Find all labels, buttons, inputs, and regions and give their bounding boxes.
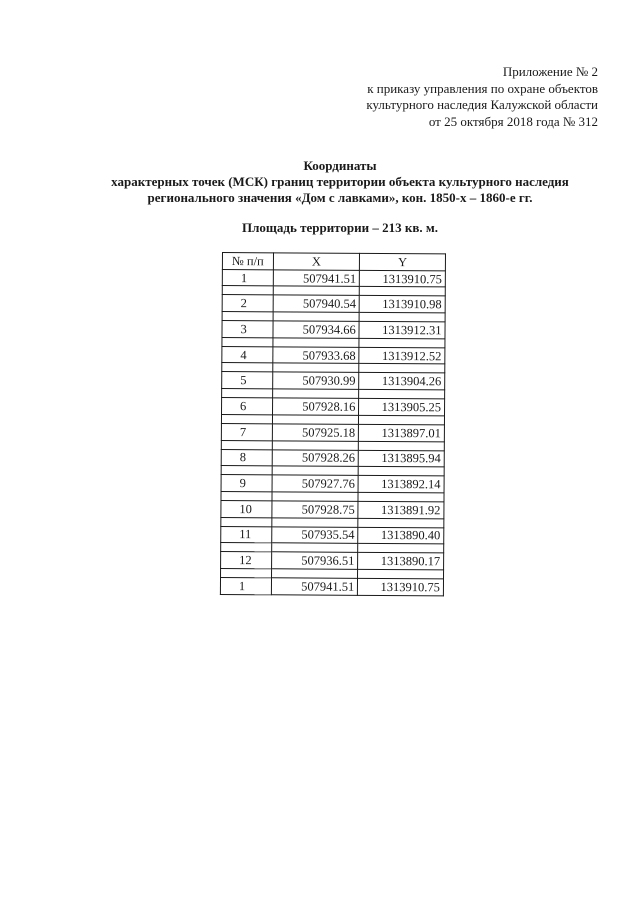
y-coordinate-cell: 1313912.31 [359, 321, 445, 338]
x-coordinate-cell: 507930.99 [272, 372, 359, 389]
table-row [221, 552, 444, 570]
table-row [222, 295, 445, 313]
table-body [220, 269, 445, 595]
table-row [221, 449, 444, 467]
empty-cell [221, 543, 272, 552]
x-coordinate-cell: 507936.51 [271, 552, 358, 569]
y-coordinate-cell: 1313912.52 [359, 347, 445, 364]
table-row [221, 423, 444, 441]
table-header-row [222, 253, 445, 271]
empty-cell [221, 440, 272, 449]
point-number-cell: 2 [222, 295, 273, 312]
column-header: № п/п [222, 253, 273, 270]
empty-cell [221, 491, 272, 500]
empty-cell [221, 568, 272, 577]
coordinates-table [220, 252, 446, 596]
appendix-line: от 25 октября 2018 года № 312 [428, 113, 598, 129]
appendix-line: Приложение № 2 [502, 64, 598, 79]
point-number-cell: 11 [221, 526, 272, 543]
table-row [222, 269, 445, 287]
point-number-cell: 9 [221, 475, 272, 492]
point-number-cell: 12 [221, 552, 272, 569]
appendix-line: культурного наследия Калужской области [366, 97, 598, 112]
table-row [222, 346, 445, 364]
y-coordinate-cell: 1313892.14 [358, 476, 444, 493]
empty-cell [221, 517, 272, 526]
x-coordinate-cell: 507928.26 [272, 449, 359, 466]
appendix-header [268, 64, 598, 130]
x-coordinate-cell: 507934.66 [273, 321, 360, 338]
empty-cell [221, 466, 272, 475]
table-row [221, 500, 444, 518]
column-header: Y [360, 253, 446, 270]
point-number-cell: 6 [222, 398, 273, 415]
y-coordinate-cell: 1313890.17 [358, 553, 444, 570]
x-coordinate-cell: 507928.75 [272, 501, 359, 518]
title-line: Координаты [303, 158, 377, 173]
x-coordinate-cell: 507928.16 [272, 398, 359, 415]
point-number-cell: 10 [221, 500, 272, 517]
x-coordinate-cell: 507925.18 [272, 424, 359, 441]
point-number-cell: 5 [222, 372, 273, 389]
area-statement: Площадь территории – 213 кв. м. [242, 220, 438, 235]
empty-cell [222, 312, 273, 321]
x-coordinate-cell: 507927.76 [272, 475, 359, 492]
y-coordinate-cell: 1313910.98 [359, 296, 445, 313]
point-number-cell: 1 [222, 269, 273, 286]
x-coordinate-cell: 507935.54 [271, 526, 358, 543]
y-coordinate-cell: 1313910.75 [360, 270, 446, 287]
empty-cell [221, 414, 272, 423]
point-number-cell: 7 [221, 423, 272, 440]
empty-cell [222, 286, 273, 295]
appendix-line: к приказу управления по охране объектов [367, 80, 598, 96]
y-coordinate-cell: 1313895.94 [358, 450, 444, 467]
table-row [221, 526, 444, 544]
table-row [220, 577, 443, 595]
title-line: характерных точек (МСК) границ территории объекта культурного наследия [111, 174, 569, 189]
point-number-cell: 1 [220, 577, 271, 594]
y-coordinate-cell: 1313910.75 [358, 578, 444, 595]
table-row [222, 398, 445, 416]
x-coordinate-cell: 507941.51 [271, 578, 358, 595]
point-number-cell: 8 [221, 449, 272, 466]
empty-cell [222, 337, 273, 346]
point-number-cell: 4 [222, 346, 273, 363]
title-line: регионального значения «Дом с лавками», кон. 1850-х – 1860-е гг. [147, 190, 533, 205]
point-number-cell: 3 [222, 321, 273, 338]
y-coordinate-cell: 1313904.26 [359, 373, 445, 390]
empty-cell [222, 363, 273, 372]
y-coordinate-cell: 1313897.01 [359, 424, 445, 441]
y-coordinate-cell: 1313905.25 [359, 398, 445, 415]
document-title [40, 158, 639, 206]
table-row [221, 475, 444, 493]
y-coordinate-cell: 1313891.92 [358, 501, 444, 518]
y-coordinate-cell: 1313890.40 [358, 527, 444, 544]
x-coordinate-cell: 507933.68 [273, 347, 360, 364]
x-coordinate-cell: 507940.54 [273, 295, 360, 312]
column-header: X [273, 253, 360, 270]
x-coordinate-cell: 507941.51 [273, 270, 360, 287]
table-row [222, 372, 445, 390]
table-row [222, 321, 445, 339]
empty-cell [222, 389, 273, 398]
